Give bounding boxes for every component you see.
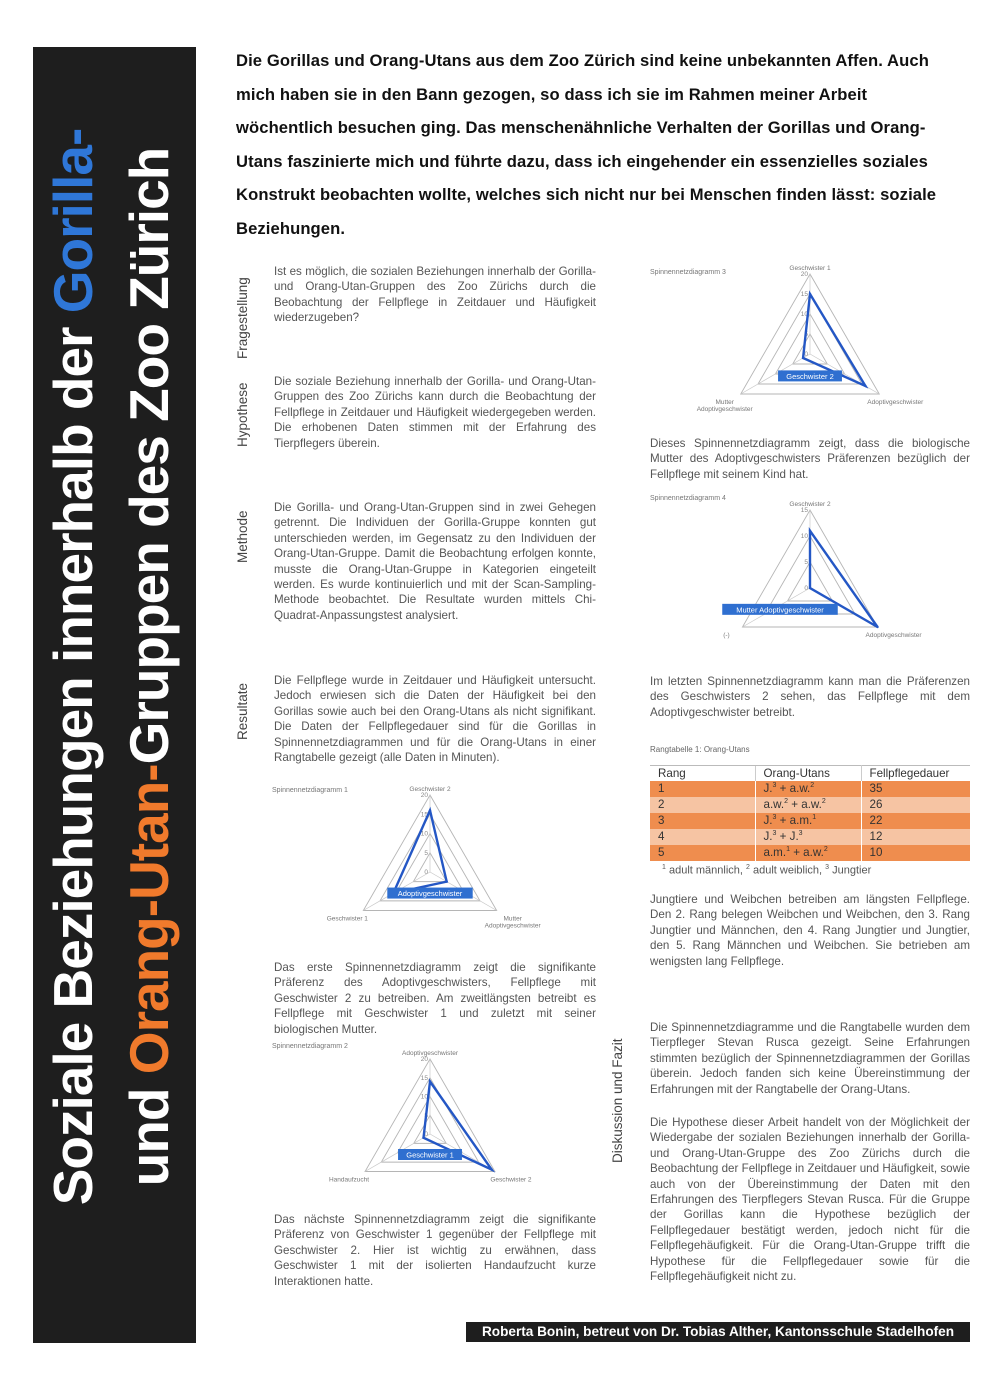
axis-label: Adoptivgeschwister	[865, 632, 922, 639]
tick-label: 20	[800, 271, 808, 278]
rank-table-header	[650, 766, 970, 781]
orang-utan-pair-cell: J.$^3$ + J.$^3$	[755, 829, 861, 845]
rank-table-row	[650, 829, 970, 845]
axis-label: Adoptivgeschwister	[484, 922, 541, 930]
data-point	[445, 880, 447, 882]
chart-title: Spinnennetzdiagramm 3	[650, 269, 726, 276]
label-methode: Methode	[235, 510, 250, 563]
text-diskussion-1: Die Spinnennetzdiagramme und die Rangtabelle wurden dem Tierpfleger Stevan Rusca gezeigt. Seine Erfahrungen stimmten bezüglich der Spinnennetzdiagrammen der Gorillas überein. Jedoch fanden sich keine Übereinstimmung der Erfahrungen mit der Rangtabelle der Orang-Utans.	[650, 1021, 970, 1096]
axis-label: Adoptivgeschwister	[867, 399, 924, 406]
text-fragestellung: Ist es möglich, die sozialen Beziehungen innerhalb der Gorilla- und Orang-Utan-Gruppen des Zoo Zürichs durch die Beobachtung der Fellpflege in Zeitdauer und Häufigkeit wiederzugeben?	[274, 265, 596, 325]
data-series-shape	[393, 810, 446, 893]
text-methode: Die Gorilla- und Orang-Utan-Gruppen sind in zwei Gehegen getrennt. Die Individuen der Gorilla-Gruppe konnten gut unterschieden werden, im Gegensatz zu den Individuen der Orang-Utan-Gruppe. Damit die Beobachtung erfolgen konnte, musste die Orang-Utan-Gruppe in Kategorien eingeteilt werden. Es wurde kontinuierlich und mit der Scan-Sampling-Methode beobachtet. Die Resultate wurden mittels Chi-Quadrat-Anpassungstest analysiert.	[274, 501, 596, 622]
caption-chart-3: Dieses Spinnennetzdiagramm zeigt, dass die biologische Mutter des Adoptivgeschwisters Präferenzen bezüglich der Fellpflege mit seinem Kind hat.	[650, 437, 970, 481]
title-line-2-end: Gruppen des Zoo Zürich	[118, 147, 180, 765]
author-footer: Roberta Bonin, betreut von Dr. Tobias Alther, Kantonsschule Stadelhofen	[466, 1322, 970, 1342]
axis-label: Adoptivgeschwister	[402, 1050, 458, 1057]
tick-label: 20	[420, 1056, 428, 1063]
tick-label: 15	[800, 291, 808, 298]
chart-title: Spinnennetzdiagramm 4	[650, 495, 726, 502]
axis-label: Geschwister 1	[789, 265, 831, 272]
center-label: Geschwister 2	[786, 371, 834, 381]
caption-chart-4: Im letzten Spinnennetzdiagramm kann man die Präferenzen des Geschwisters 2 sehen, das Fellpflege mit dem Adoptivgeschwister betreibt.	[650, 675, 970, 719]
tick-label: 5	[424, 849, 428, 857]
rank-table-row	[650, 845, 970, 861]
header-orang-utans: Orang-Utans	[755, 766, 861, 781]
orang-utan-pair-cell: a.w.$^2$ + a.w.$^2$	[755, 797, 861, 813]
axis-label: Mutter	[503, 915, 522, 923]
data-point	[422, 1137, 424, 1139]
intro-paragraph: Die Gorillas und Orang-Utans aus dem Zoo Zürich sind keine unbekannten Affen. Auch mich haben sie in den Bann gezogen, so dass ich sie im Rahmen meiner Arbeit wöchentlich besuchen ging. Das menschenähnliche Verhalten der Gorillas und Orang-Utans faszinierte mich und führte dazu, dass ich eingehender ein essenzielles soziales Konstrukt beobachten wollte, welches sich nicht nur bei Menschen finden lässt: soziale Beziehungen.	[236, 51, 937, 238]
orang-utan-pair-cell: J.$^3$ + a.m.$^1$	[755, 813, 861, 829]
data-point	[809, 587, 811, 589]
orang-utan-pair-cell: a.m.$^1$ + a.w.$^2$	[755, 845, 861, 861]
chart-title: Spinnennetzdiagramm 2	[272, 1043, 348, 1050]
duration-cell: 26	[861, 797, 970, 813]
data-point	[809, 530, 811, 532]
axis-label: Handaufzucht	[328, 1176, 370, 1184]
rank-table	[650, 765, 970, 861]
axis-label: Mutter	[715, 399, 734, 406]
rank-table-footnote: $^1$ adult männlich, $^2$ adult weiblich, $^3$ Jungtier	[662, 864, 872, 877]
text-diskussion-2: Die Hypothese dieser Arbeit handelt von der Möglichkeit der Wiedergabe der sozialen Beziehungen innerhalb der Gorilla-und Orang-Utan-Gruppe des Zoo Zürichs durch die Beobachtung der Fellpflege in Zeitdauer und Häufigkeit, sowie auch von der Übereinstimmung der Daten mit den Erfahrungen des Tierpflegers Stevan Rusca. Für die Gruppe der Gorillas kann die Hypothese bezüglich der Fellpflegedauer bestätigt werden, jedoch nicht für die Fellpflegehäufigkeit. Für die Orang-Utan-Gruppe trifft die Hypothese für die Fellpflegedauer sowie für die Fellpflegehäufigkeit nicht zu.	[650, 1116, 970, 1284]
rank-table-row	[650, 781, 970, 797]
tick-label: 5	[424, 1112, 428, 1120]
data-point	[876, 626, 878, 628]
radar-chart-1	[270, 780, 600, 948]
radar-chart-4	[648, 492, 970, 660]
title-line-1: Soziale Beziehungen innerhalb der	[42, 313, 104, 1206]
duration-cell: 12	[861, 829, 970, 845]
data-point	[864, 385, 866, 387]
title-orang-utan: Orang-Utan-	[118, 764, 180, 1075]
radar-chart-2	[270, 1038, 600, 1198]
orang-utan-pair-cell: J.$^3$ + a.w.$^2$	[755, 781, 861, 797]
chart-title: Spinnennetzdiagramm 1	[272, 787, 348, 794]
duration-cell: 22	[861, 813, 970, 829]
label-hypothese: Hypothese	[235, 382, 250, 447]
title-line-2-start: und	[118, 1074, 180, 1187]
label-fragestellung: Fragestellung	[235, 277, 250, 359]
data-point	[802, 357, 804, 359]
rank-cell: 3	[650, 813, 755, 829]
tick-label: 0	[804, 351, 808, 358]
tick-label: 0	[804, 585, 808, 592]
axis-label: (-)	[723, 632, 730, 639]
tick-label: 10	[420, 1093, 428, 1101]
duration-cell: 35	[861, 781, 970, 797]
tick-label: 15	[800, 507, 808, 514]
tick-label: 5	[804, 559, 808, 566]
label-diskussion: Diskussion und Fazit	[610, 1038, 625, 1163]
label-resultate: Resultate	[235, 682, 250, 740]
rank-cell: 5	[650, 845, 755, 861]
axis-label: Geschwister 2	[490, 1176, 532, 1184]
header-rang: Rang	[650, 766, 755, 781]
tick-label: 10	[420, 830, 428, 838]
axis-label: Geschwister 1	[326, 915, 368, 923]
tick-label: 0	[424, 1131, 428, 1138]
tick-label: 15	[420, 1074, 428, 1082]
text-hypothese: Die soziale Beziehung innerhalb der Gorilla- und Orang-Utan-Gruppen des Zoo Zürichs kann durch die Beobachtung der Fellpflege in Zeitdauer und Häufigkeit wiedergegeben werden. Die erhobenen Daten stimmen mit der Erfahrung des Tierpflegers überein.	[274, 375, 596, 450]
axis-label: Geschwister 2	[789, 501, 831, 508]
tick-label: 5	[804, 331, 808, 338]
caption-chart-2: Das nächste Spinnennetzdiagramm zeigt die signifikante Präferenz von Geschwister 1 gegenüber der Fellpflege mit Geschwister 2. Hier ist wichtig zu erwähnen, dass Geschwister 1 mit der isolierten Handaufzucht kurze Interaktionen hatte.	[274, 1213, 596, 1288]
tick-label: 10	[800, 311, 808, 318]
tick-label: 20	[420, 792, 428, 799]
tick-label: 15	[420, 811, 428, 819]
caption-chart-1: Das erste Spinnennetzdiagramm zeigt die signifikante Präferenz des Adoptivgeschwisters, Fellpflege mit Geschwister 2 zu betreiben. Am zweitlängsten betreibt es Fellpflege mit Geschwister 1 und zuletzt mit seiner biologischen Mutter.	[274, 961, 596, 1036]
axis-label: Adoptivgeschwister	[696, 406, 753, 413]
center-label: Adoptivgeschwister	[397, 889, 463, 899]
data-point	[491, 1168, 493, 1170]
rank-cell: 2	[650, 797, 755, 813]
title-gorilla: Gorilla-	[42, 128, 104, 314]
data-point	[429, 1080, 431, 1082]
duration-cell: 10	[861, 845, 970, 861]
center-label: Mutter Adoptivgeschwister	[736, 605, 824, 615]
poster-title	[35, 47, 187, 1287]
tick-label: 10	[800, 533, 808, 540]
center-label: Geschwister 1	[406, 1150, 454, 1160]
text-resultate: Die Fellpflege wurde in Zeitdauer und Häufigkeit untersucht. Jedoch erwiesen sich die Daten der Häufigkeit bei den Gorillas sowie auch bei den Orang-Utans als nicht signifikant. Die Daten der Fellpflegedauer sind für die Gorillas in Spinnennetzdiagrammen und für die Orang-Utans in einer Rangtabelle gezeigt (alle Daten in Minuten).	[274, 674, 596, 765]
data-point	[809, 293, 811, 295]
rank-table-caption: Rangtabelle 1: Orang-Utans	[650, 745, 750, 754]
title-sidebar	[33, 47, 196, 1343]
axis-label: Geschwister 2	[409, 786, 451, 793]
rank-cell: 1	[650, 781, 755, 797]
rank-table-row	[650, 813, 970, 829]
tick-label: 0	[424, 869, 428, 876]
rank-cell: 4	[650, 829, 755, 845]
header-dauer: Fellpflegedauer	[861, 766, 970, 781]
text-rank-table: Jungtiere und Weibchen betreiben am längsten Fellpflege. Den 2. Rang belegen Weibchen und Weibchen, den 3. Rang Jungtier und Männchen, den 4. Rang Jungtier und Jungtier, den 5. Rang Männchen und Weibchen. Sie betrieben am wenigsten lang Fellpflege.	[650, 893, 970, 968]
data-point	[429, 809, 431, 811]
rank-table-row	[650, 797, 970, 813]
radar-chart-3	[648, 260, 970, 432]
